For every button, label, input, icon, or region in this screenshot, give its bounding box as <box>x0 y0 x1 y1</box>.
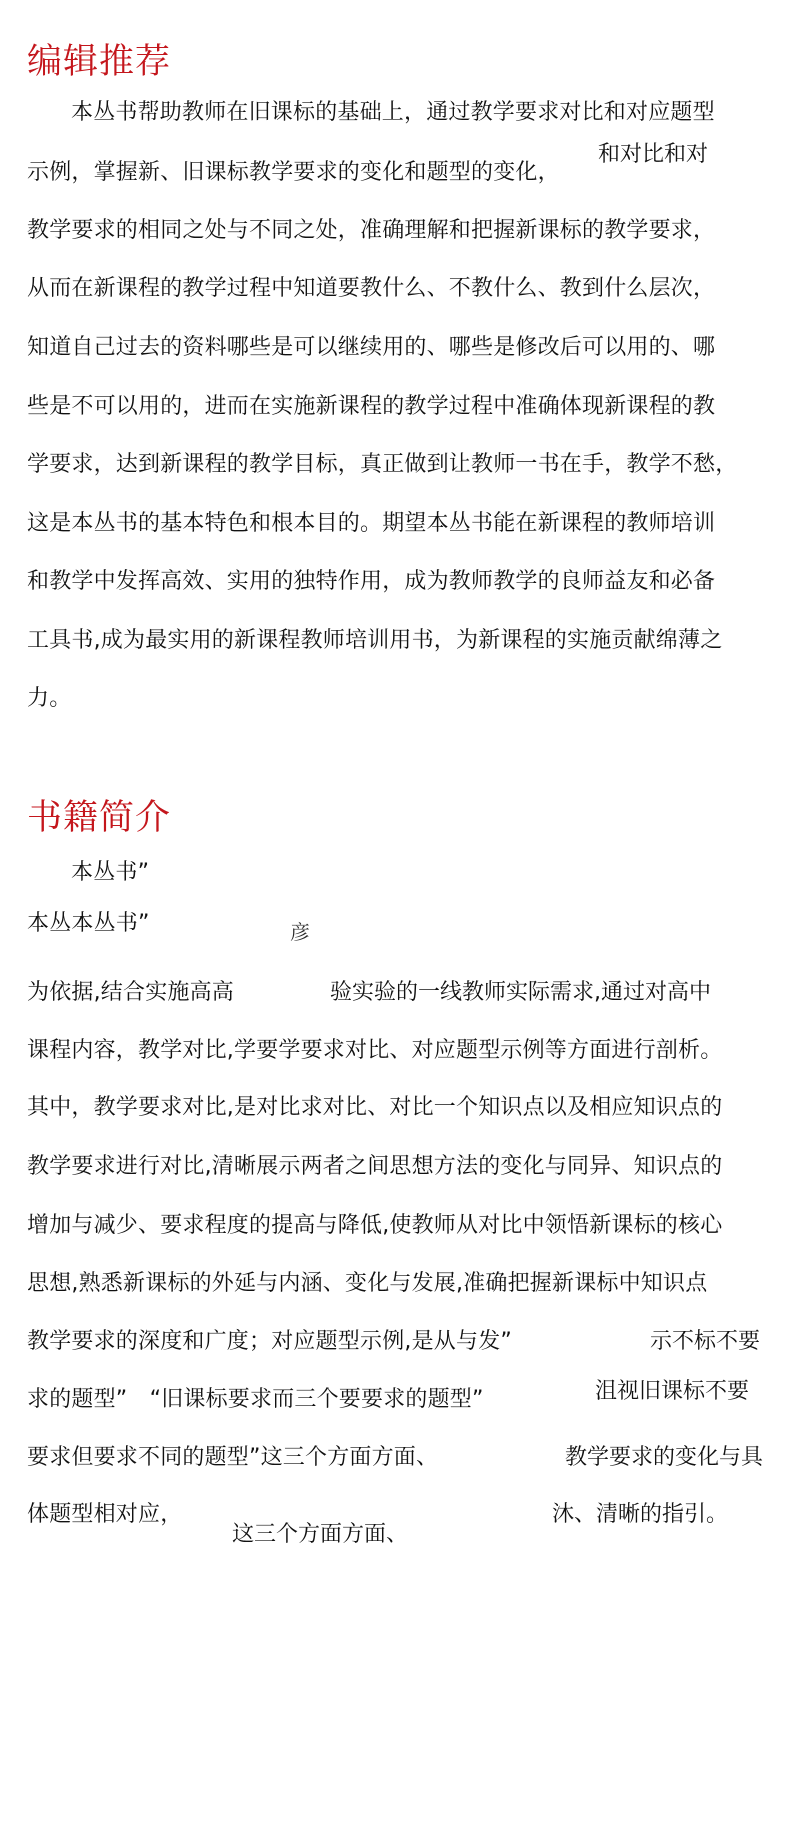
paragraph-line-fragment: 沮视旧课标不要 <box>595 1379 750 1404</box>
paragraph-line: 工具书,成为最实用的新课程教师培训用书，为新课程的实施贡献绵薄之 <box>27 628 723 653</box>
paragraph-line: 要求但要求不同的题型”这三个方面方面、 <box>27 1445 439 1470</box>
paragraph-line: 知道自己过去的资料哪些是可以继续用的、哪些是修改后可以用的、哪 <box>27 335 716 360</box>
paragraph-line: 教学要求的深度和广度；对应题型示例,是从与发” <box>27 1329 512 1354</box>
text-blot: 彦 <box>290 920 310 944</box>
paragraph-line: 本丛书” <box>71 860 150 885</box>
paragraph-line: 和教学中发挥高效、实用的独特作用，成为教师教学的良师益友和必备 <box>27 569 716 594</box>
paragraph-line: 体题型相对应， <box>27 1502 183 1527</box>
paragraph-line: 示例，掌握新、旧课标教学要求的变化和题型的变化， <box>27 160 560 185</box>
section-heading-book-introduction: 书籍简介 <box>27 798 172 838</box>
overlay-text-fragment: 和对比和对 <box>598 142 709 167</box>
paragraph-line: 课程内容，教学对比,学要学要求对比、对应题型示例等方面进行剖析。 <box>27 1038 723 1063</box>
paragraph-line-fragment: 沐、清晰的指引。 <box>552 1502 729 1527</box>
paragraph-line-fragment: 验实验的一线教师实际需求,通过对高中 <box>330 980 711 1005</box>
paragraph-line: 这是本丛书的基本特色和根本目的。期望本丛书能在新课程的教师培训 <box>27 511 716 536</box>
paragraph-line: 求的题型” “旧课标要求而三个要要求的题型” <box>27 1387 484 1412</box>
paragraph-line: 学要求，达到新课程的教学目标，真正做到让教师一书在手，教学不愁， <box>27 452 738 477</box>
paragraph-line: 思想,熟悉新课标的外延与内涵、变化与发展,准确把握新课标中知识点 <box>27 1271 708 1296</box>
paragraph-line: 教学要求进行对比,清晰展示两者之间思想方法的变化与同异、知识点的 <box>27 1154 723 1179</box>
paragraph-line-fragment: 示不标不要 <box>650 1329 761 1354</box>
paragraph-line: 力。 <box>27 686 72 711</box>
paragraph-line: 些是不可以用的，进而在实施新课程的教学过程中准确体现新课程的教 <box>27 394 716 419</box>
section-heading-editor-recommendation: 编辑推荐 <box>27 42 172 82</box>
paragraph-line-fragment: 教学要求的变化与具 <box>565 1445 764 1470</box>
paragraph-line: 教学要求的相同之处与不同之处，准确理解和把握新课标的教学要求， <box>27 218 716 243</box>
paragraph-line: 本丛书帮助教师在旧课标的基础上，通过教学要求对比和对应题型 <box>71 100 715 125</box>
paragraph-line: 本丛本丛书” <box>27 911 150 936</box>
paragraph-line: 其中，教学要求对比,是对比求对比、对比一个知识点以及相应知识点的 <box>27 1095 723 1120</box>
paragraph-line-fragment: 这三个方面方面、 <box>232 1522 409 1547</box>
paragraph-line: 为依据,结合实施高高 <box>27 980 234 1005</box>
paragraph-line: 增加与减少、要求程度的提高与降低,使教师从对比中领悟新课标的核心 <box>27 1213 723 1238</box>
paragraph-line: 从而在新课程的教学过程中知道要教什么、不教什么、教到什么层次， <box>27 276 716 301</box>
